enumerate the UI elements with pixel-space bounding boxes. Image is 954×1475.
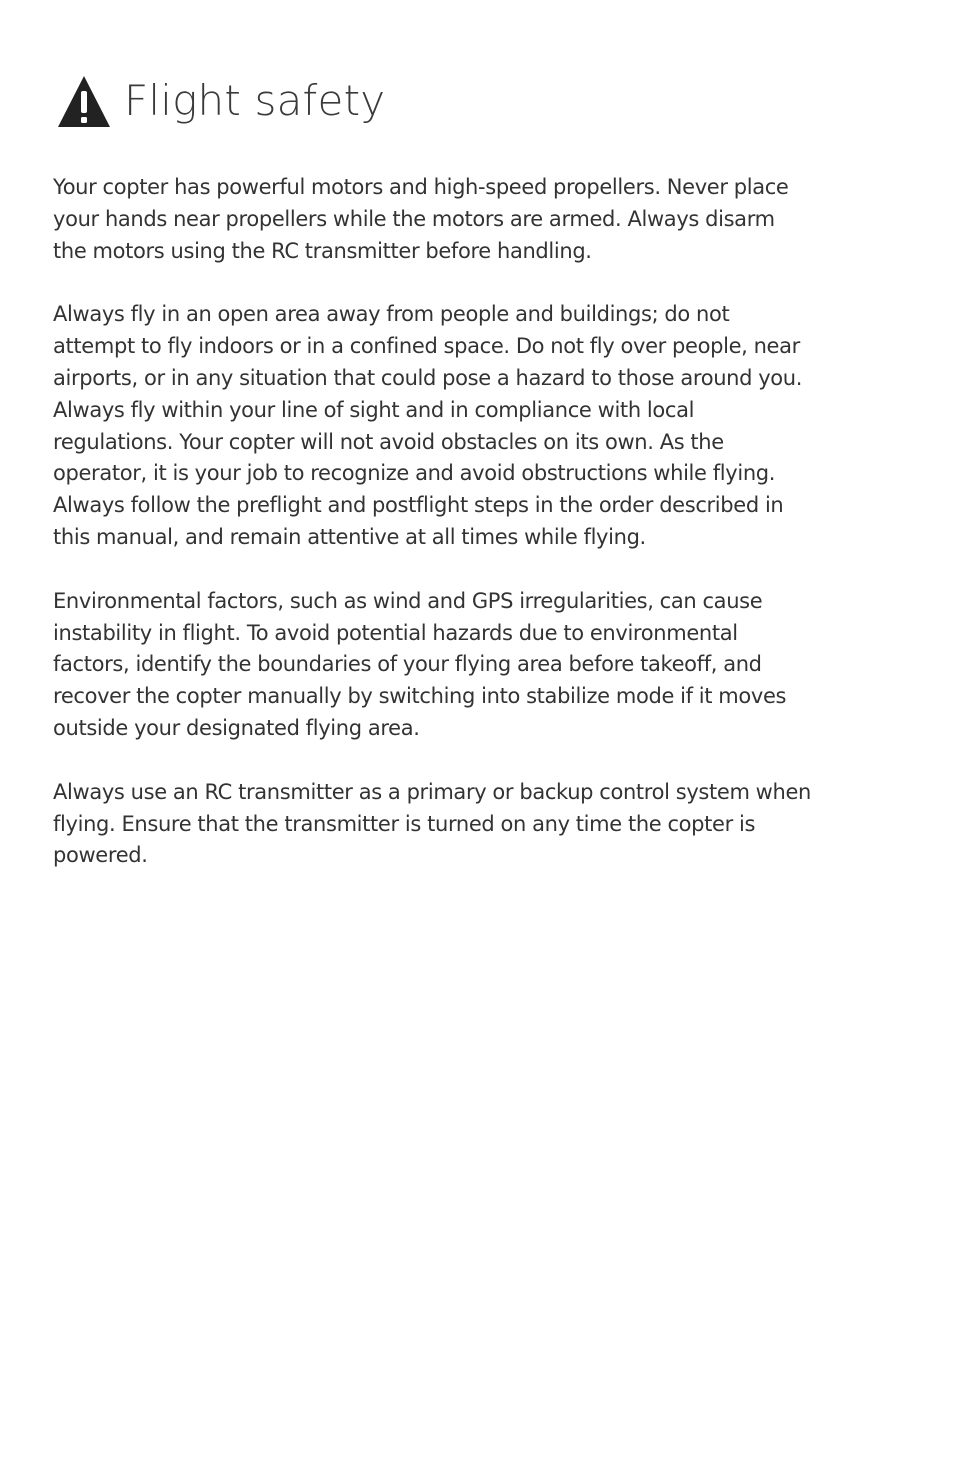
paragraph-environmental-factors: Environmental factors, such as wind and GPS irregularities, can cause instability in flight. To avoid potential hazards due to environmental factors, identify the boundaries of your flying area before takeoff, and recover the copter manually by switching into stabilize mode if it moves outside your designated flying area. <box>53 588 787 740</box>
body-text <box>53 172 813 904</box>
paragraph-flying-area: Always fly in an open area away from people and buildings; do not attempt to fly indoors or in a confined space. Do not fly over people, near airports, or in any situation that could pose a hazard to those around you. Always fly within your line of sight and in compliance with local regulations. Your copter will not avoid obstacles on its own. As the operator, it is your job to recognize and avoid obstructions while flying. Always follow the preflight and postflight steps in the order described in this manual, and remain attentive at all times while flying. <box>53 302 803 549</box>
paragraph-propeller-safety: Your copter has powerful motors and high-speed propellers. Never place your hands near propellers while the motors are armed. Always disarm the motors using the RC transmitter before handling. <box>53 175 789 263</box>
paragraph-rc-transmitter: Always use an RC transmitter as a primary or backup control system when flying. Ensure that the transmitter is turned on any time the copter is powered. <box>53 779 811 868</box>
warning-triangle-icon <box>56 73 112 129</box>
page-title: Flight safety <box>124 76 386 125</box>
section-heading <box>56 62 385 140</box>
